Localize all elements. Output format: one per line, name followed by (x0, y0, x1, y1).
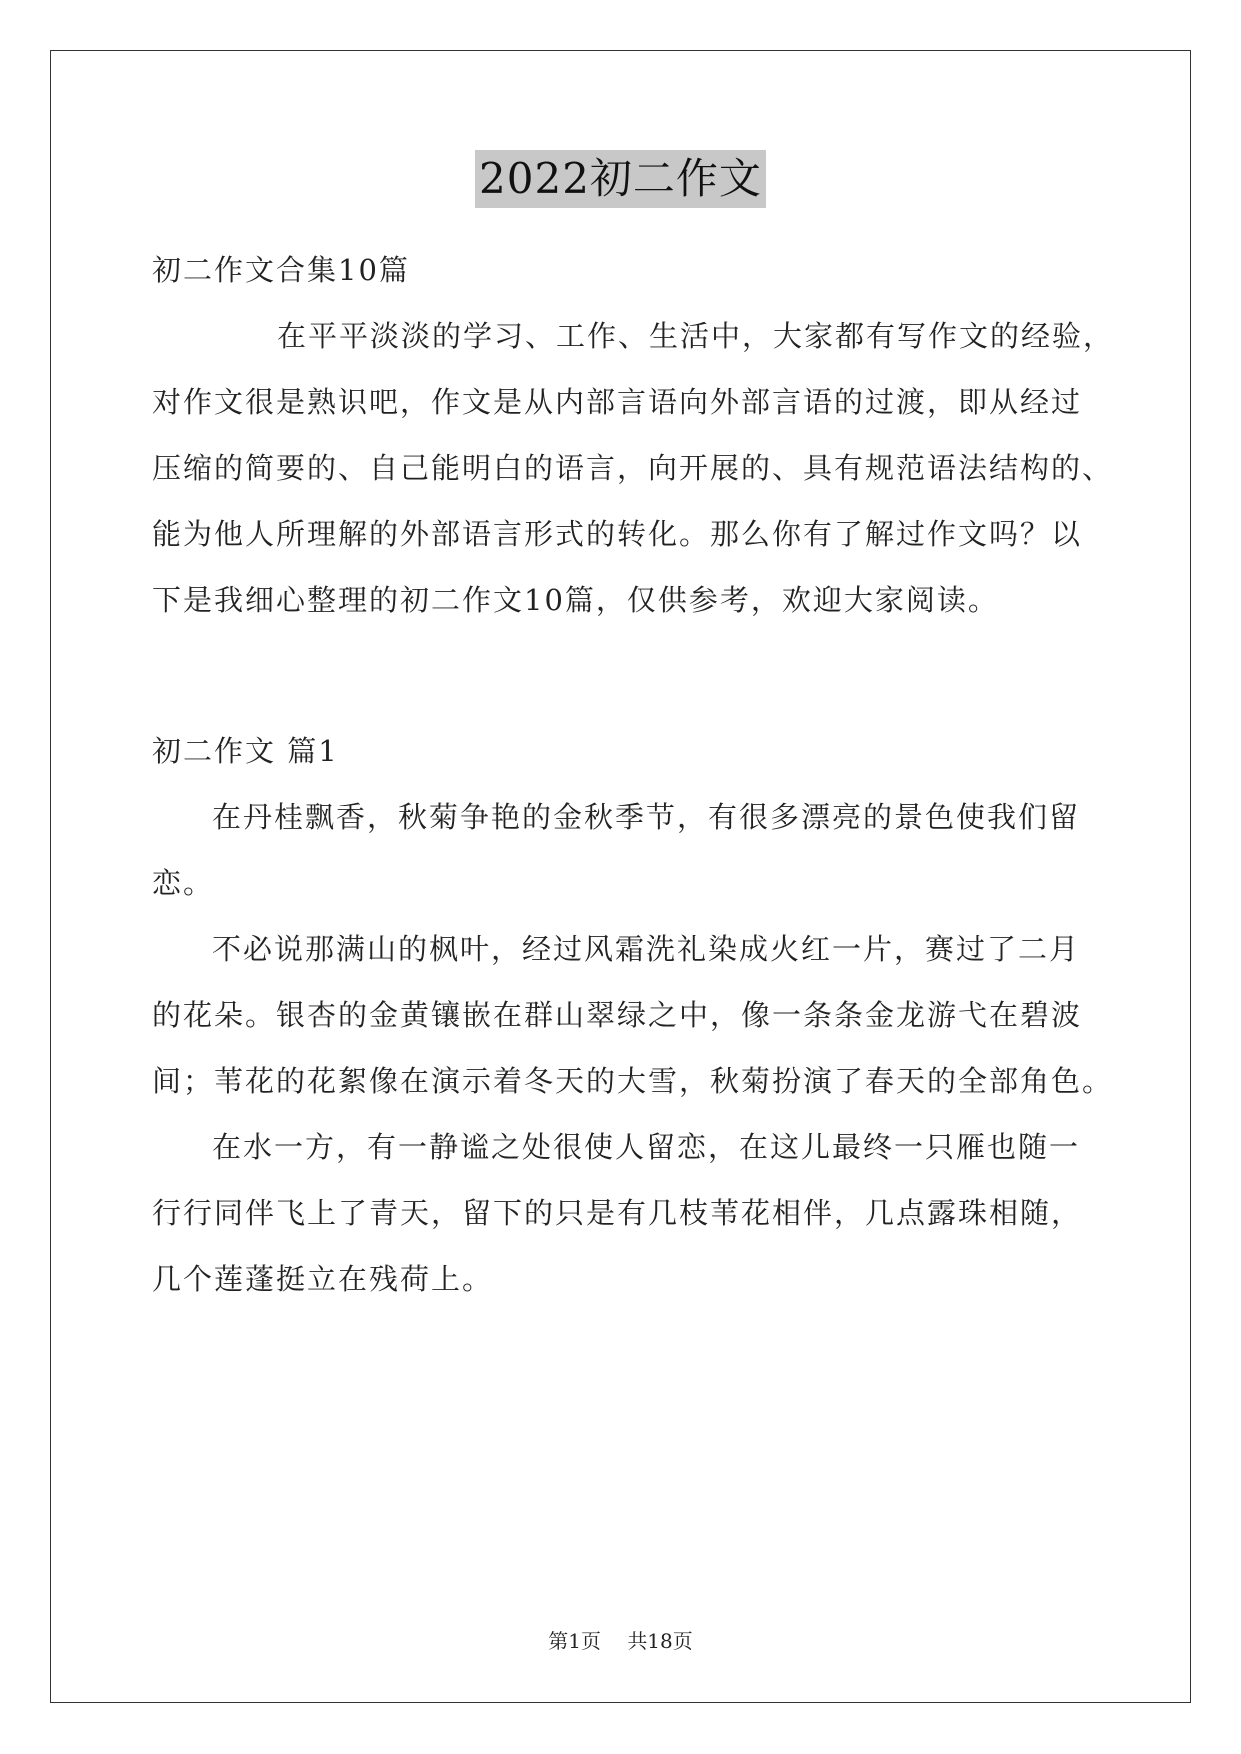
paragraph3-line: 行行同伴飞上了青天，留下的只是有几枝苇花相伴，几点露珠相随， (152, 1196, 1083, 1230)
paragraph2-line: 间；苇花的花絮像在演示着冬天的大雪，秋菊扮演了春天的全部角色。 (152, 1064, 1114, 1098)
title-container (0, 150, 1241, 208)
intro-line: 对作文很是熟识吧，作文是从内部言语向外部言语的过渡，即从经过 (152, 385, 1083, 419)
paragraph2-line: 不必说那满山的枫叶，经过风霜洗礼染成火红一片，赛过了二月 (212, 932, 1081, 966)
page-footer (0, 1625, 1241, 1654)
document-subtitle: 初二作文合集10篇 (152, 253, 410, 287)
section-heading: 初二作文 篇1 (152, 734, 339, 768)
page-number: 第1页 (548, 1629, 601, 1653)
paragraph3-line: 几个莲蓬挺立在残荷上。 (152, 1262, 494, 1296)
document-title: 2022初二作文 (475, 150, 766, 208)
page-total: 共18页 (627, 1629, 693, 1653)
paragraph1-line: 恋。 (152, 866, 215, 900)
paragraph3-line: 在水一方，有一静谧之处很使人留恋，在这儿最终一只雁也随一 (212, 1130, 1081, 1164)
intro-line: 下是我细心整理的初二作文10篇，仅供参考，欢迎大家阅读。 (152, 583, 999, 617)
intro-line: 在平平淡淡的学习、工作、生活中，大家都有写作文的经验， (277, 319, 1115, 353)
document-body (152, 237, 1115, 1312)
section-gap (152, 633, 1112, 718)
intro-line: 压缩的简要的、自己能明白的语言，向开展的、具有规范语法结构的、 (152, 451, 1114, 485)
paragraph2-line: 的花朵。银杏的金黄镶嵌在群山翠绿之中，像一条条金龙游弋在碧波 (152, 998, 1083, 1032)
paragraph1-line: 在丹桂飘香，秋菊争艳的金秋季节，有很多漂亮的景色使我们留 (212, 800, 1081, 834)
intro-line: 能为他人所理解的外部语言形式的转化。那么你有了解过作文吗？以 (152, 517, 1083, 551)
